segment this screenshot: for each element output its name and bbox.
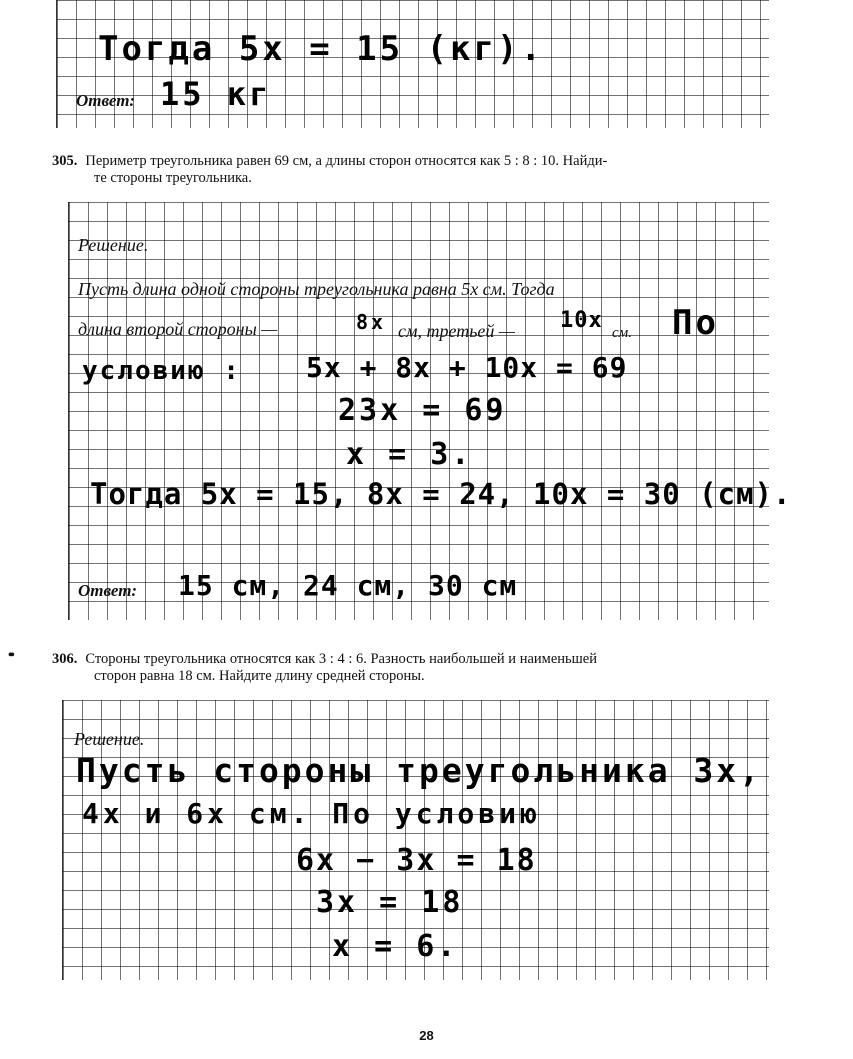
task-305-hw-10x: 10x <box>560 308 603 333</box>
task-306-number: 306. <box>52 651 78 667</box>
task-305-text-line1: Периметр треугольника равен 69 см, а длины сторон относятся как 5 : 8 : 10. Найди- <box>85 153 608 169</box>
task-306-difficulty-bullet: •• <box>8 648 12 663</box>
task-305-hw-line4: 23x = 69 <box>338 393 507 428</box>
task-306-hw-line1: Пусть стороны треугольника 3x, <box>76 751 763 790</box>
task-306-solution-label: Решение. <box>74 729 145 749</box>
task-305-hw-line3b: 5x + 8x + 10x = 69 <box>306 351 628 384</box>
task-306-text-line1: Стороны треугольника относятся как 3 : 4 : 6. Разность наибольшей и наименьшей <box>85 651 597 667</box>
task-305-hw-line5: x = 3. <box>346 437 473 472</box>
task-305-statement <box>52 153 772 187</box>
task-305-hw-line3a: условию : <box>82 356 241 386</box>
task-305-text-line2: те стороны треугольника. <box>94 170 252 186</box>
task-305-solution-label: Решение. <box>78 235 149 255</box>
top-result-line: Тогда 5x = 15 (кг). <box>98 29 544 69</box>
top-answer: 15 кг <box>160 75 272 113</box>
task-306-hw-line3: 6x − 3x = 18 <box>296 843 537 878</box>
task-306-hw-line4: 3x = 18 <box>316 885 464 920</box>
task-305-printed-line2a: длина второй стороны — <box>78 319 278 339</box>
top-answer-label: Ответ: <box>76 91 136 110</box>
task-305-hw-line6: Тогда 5x = 15, 8x = 24, 10x = 30 (см). <box>90 477 792 511</box>
task-305-hw-8x: 8x <box>356 310 387 334</box>
task-305-number: 305. <box>52 153 78 169</box>
task-305-hw-po: По <box>672 303 719 343</box>
task-305-printed-line2b: см, третьей — <box>398 321 515 341</box>
task-305-answer: 15 см, 24 см, 30 см <box>178 569 518 602</box>
task-306-hw-line2: 4x и 6x см. По условию <box>82 797 541 830</box>
task-306-statement <box>52 651 772 685</box>
page-number: 28 <box>419 1028 434 1043</box>
task-305-printed-line1: Пусть длина одной стороны треугольника равна 5x см. Тогда <box>78 279 555 299</box>
task-305-answer-label: Ответ: <box>78 581 138 600</box>
task-305-printed-line2c: см. <box>612 325 632 341</box>
task-306-text-line2: сторон равна 18 см. Найдите длину средней стороны. <box>94 668 425 684</box>
task-306-hw-line5: x = 6. <box>332 929 459 964</box>
